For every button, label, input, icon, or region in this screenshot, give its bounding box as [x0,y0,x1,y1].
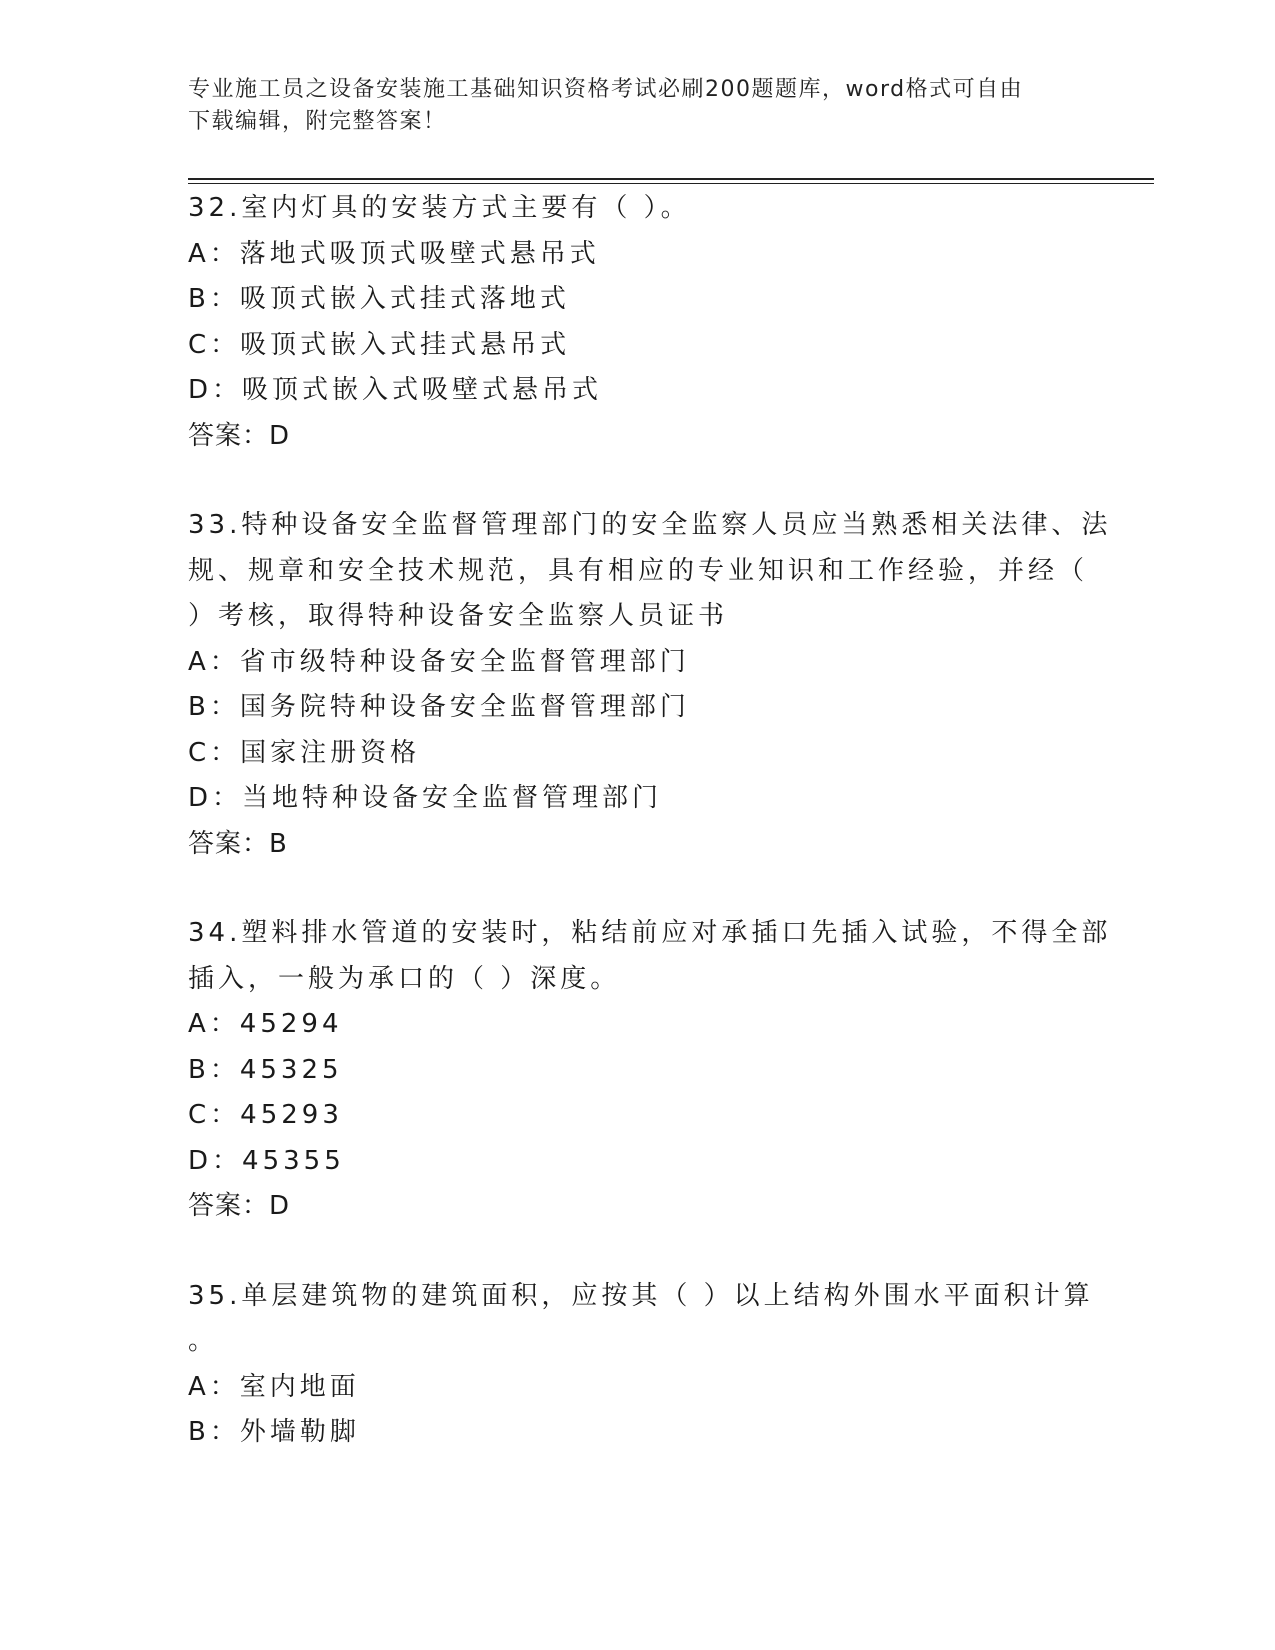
question-32 [188,186,1088,459]
question-stem-line-1: 35.单层建筑物的建筑面积，应按其（ ）以上结构外围水平面积计算 [188,1280,1094,1311]
question-33 [188,503,1112,867]
option-b: B：外墙勒脚 [188,1417,360,1447]
question-stem: 32.室内灯具的安装方式主要有（ ）。 [188,193,691,223]
option-c: C：吸顶式嵌入式挂式悬吊式 [188,329,571,360]
option-b: B：吸顶式嵌入式挂式落地式 [188,284,570,314]
option-c: C：国家注册资格 [188,737,421,768]
question-stem-line-2: 规、规章和安全技术规范，具有相应的专业知识和工作经验，并经（ [188,555,1089,586]
option-d: D：45355 [188,1145,345,1176]
question-stem-line-1: 33.特种设备安全监督管理部门的安全监察人员应当熟悉相关法律、法 [188,510,1112,540]
question-stem-line-2: 。 [188,1326,219,1356]
option-b: B：国务院特种设备安全监督管理部门 [188,692,690,722]
question-stem-line-1: 34.塑料排水管道的安装时，粘结前应对承插口先插入试验，不得全部 [188,918,1112,948]
option-a: A：省市级特种设备安全监督管理部门 [188,646,690,677]
question-list [188,186,1112,1500]
header-line-1: 专业施工员之设备安装施工基础知识资格考试必刷200题题库，word格式可自由 [188,77,1024,102]
option-a: A：45294 [188,1009,343,1039]
header-line-2: 下载编辑，附完整答案！ [188,109,447,134]
answer: 答案：D [188,420,291,451]
question-stem-line-3: ）考核，取得特种设备安全监察人员证书 [188,601,729,631]
option-a: A：室内地面 [188,1371,360,1402]
answer: 答案：B [188,828,288,859]
header-divider-thin [188,183,1154,184]
option-d: D：吸顶式嵌入式吸壁式悬吊式 [188,375,603,405]
question-35 [188,1274,1094,1456]
question-stem-line-2: 插入，一般为承口的（ ）深度。 [188,963,621,994]
header-divider-thick [188,178,1154,180]
document-header [188,74,1088,138]
option-b: B：45325 [188,1054,343,1085]
answer: 答案：D [188,1191,291,1221]
question-34 [188,911,1112,1230]
option-c: C：45293 [188,1100,343,1130]
option-a: A：落地式吸顶式吸壁式悬吊式 [188,238,600,269]
option-d: D：当地特种设备安全监督管理部门 [188,783,663,813]
